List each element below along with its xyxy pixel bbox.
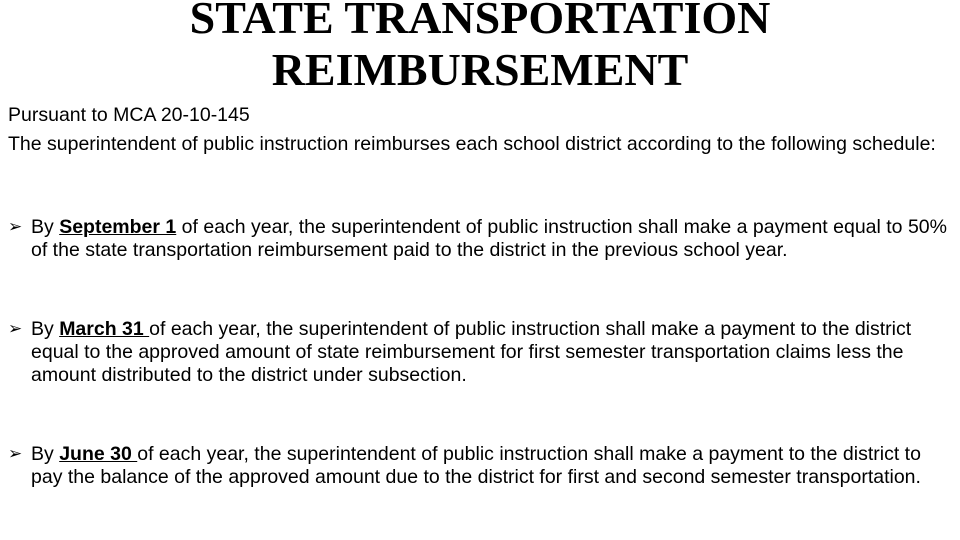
schedule-item-prefix: By (31, 318, 60, 340)
arrow-bullet-icon: ➢ (8, 444, 23, 464)
intro-paragraph: The superintendent of public instruction reimburses each school district according to the following schedule: (8, 133, 936, 155)
slide-title-line-2: REIMBURSEMENT (271, 44, 689, 95)
schedule-item-prefix: By (31, 443, 60, 465)
arrow-bullet-icon: ➢ (8, 217, 23, 237)
slide-title (0, 0, 960, 96)
schedule-item-march (8, 318, 953, 387)
schedule-item-text: of each year, the superintendent of public instruction shall make a payment to the district to pay the balance of the approved amount due to the district for first and second semester transportation. (31, 443, 921, 488)
schedule-item-prefix: By (31, 216, 60, 238)
schedule-item-date: June 30 (59, 443, 138, 465)
schedule-item-september (8, 216, 953, 262)
schedule-item-date: March 31 (59, 318, 150, 340)
schedule-item-june (8, 443, 953, 489)
schedule-item-text: of each year, the superintendent of public instruction shall make a payment equal to 50% of the state transportation reimbursement paid to the district in the previous school year. (31, 216, 947, 261)
schedule-item-date: September 1 (59, 216, 177, 238)
arrow-bullet-icon: ➢ (8, 319, 23, 339)
schedule-item-text: of each year, the superintendent of public instruction shall make a payment to the district equal to the approved amount of state reimbursement for first semester transportation claims less the amount distributed to the district under subsection. (31, 318, 912, 386)
statute-reference: Pursuant to MCA 20-10-145 (8, 104, 250, 126)
slide-title-line-1: STATE TRANSPORTATION (189, 0, 771, 43)
intro-block (8, 104, 953, 156)
